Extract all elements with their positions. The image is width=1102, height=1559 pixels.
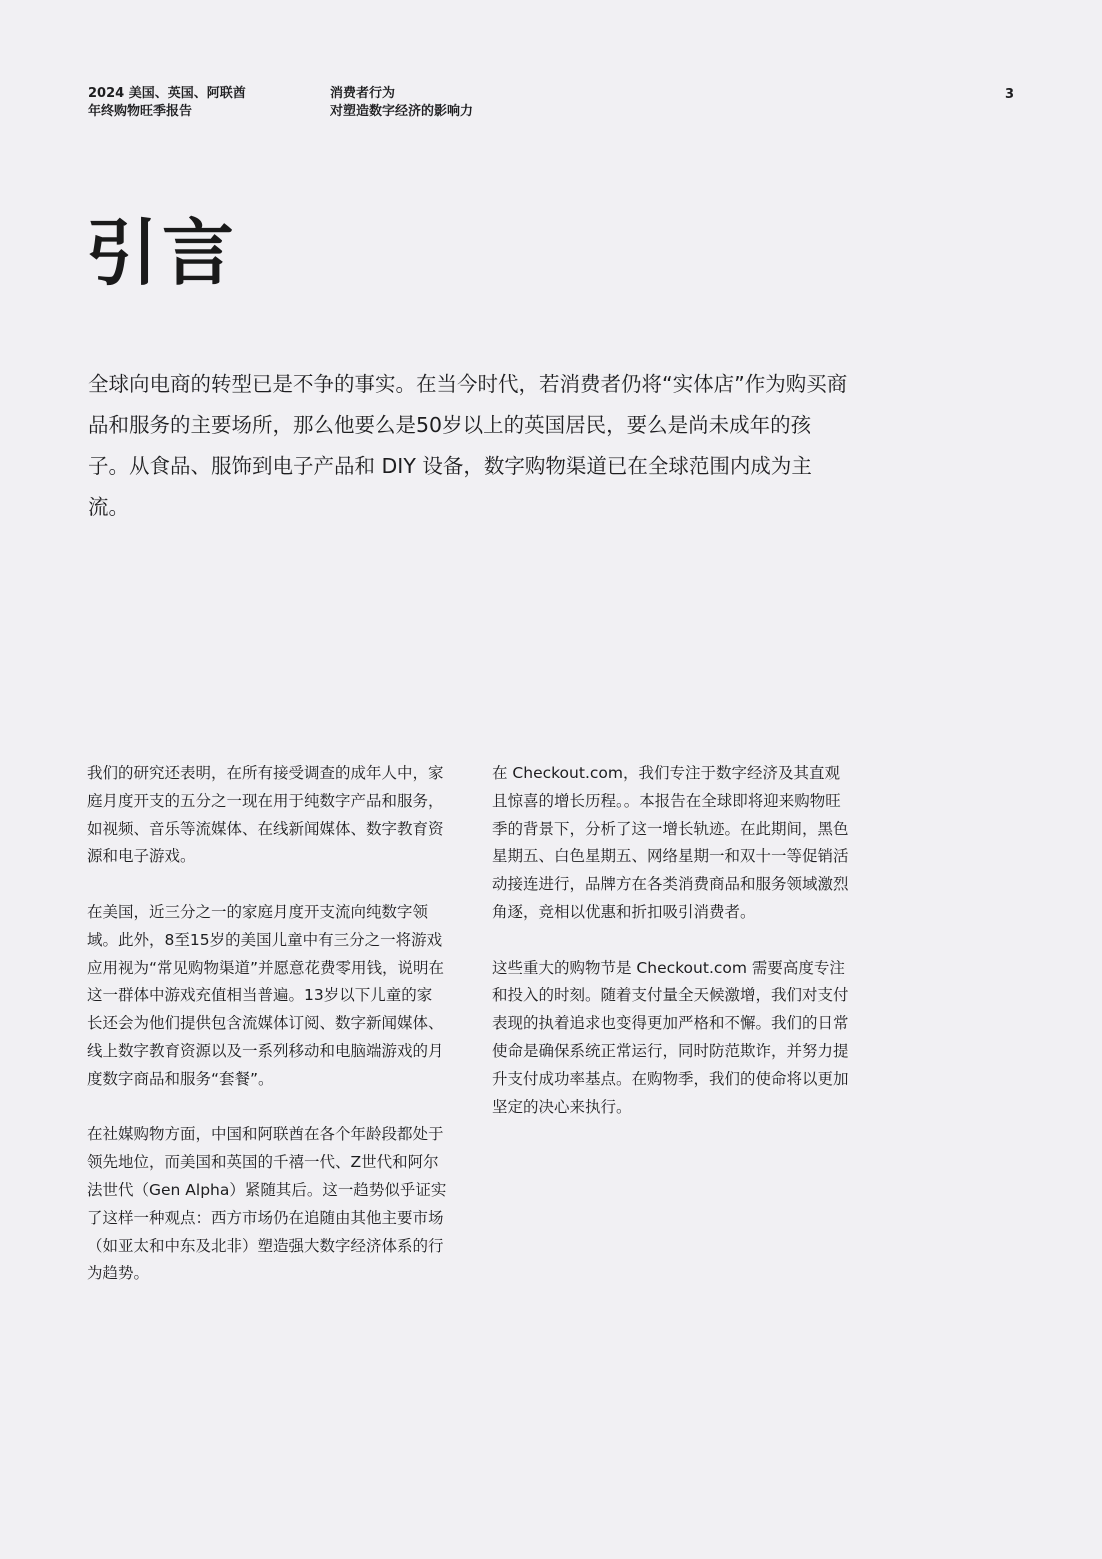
report-title-line: 2024 美国、英国、阿联酋 <box>88 86 246 101</box>
page-number: 3 <box>1004 87 1014 102</box>
report-title <box>88 85 308 121</box>
body-paragraph: 这些重大的购物节是 Checkout.com 需要高度专注和投入的时刻。随着支付量全天候激增，我们对支付表现的执着追求也变得更加严格和不懈。我们的日常使命是确保系统正常运行，同时防范欺诈，并努力提升支付成功率基点。在购物季，我们的使命将以更加坚定的决心来执行。 <box>492 958 849 1116</box>
section-title-line: 消费者行为 <box>330 86 396 101</box>
right-column <box>492 760 852 1149</box>
body-paragraph: 在美国，近三分之一的家庭月度开支流向纯数字领域。此外，8至15岁的美国儿童中有三分之一将游戏应用视为“常见购物渠道”并愿意花费零用钱，说明在这一群体中游戏充值相当普遍。13岁以下儿童的家长还会为他们提供包含流媒体订阅、数字新闻媒体、线上数字教育资源以及一系列移动和电脑端游戏的月度数字商品和服务“套餐”。 <box>87 902 445 1088</box>
body-paragraph: 我们的研究还表明，在所有接受调查的成年人中，家庭月度开支的五分之一现在用于纯数字产品和服务，如视频、音乐等流媒体、在线新闻媒体、数字教育资源和电子游戏。 <box>87 764 444 866</box>
body-paragraph: 在社媒购物方面，中国和阿联酋在各个年龄段都处于领先地位，而美国和英国的千禧一代、Z世代和阿尔法世代（Gen Alpha）紧随其后。这一趋势似乎证实了这样一种观点：西方市场仍在追随由其他主要市场（如亚太和中东及北非）塑造强大数字经济体系的行为趋势。 <box>87 1125 447 1283</box>
body-paragraph: 在 Checkout.com，我们专注于数字经济及其直观且惊喜的增长历程。。本报告在全球即将迎来购物旺季的背景下，分析了这一增长轨迹。在此期间，黑色星期五、白色星期五、网络星期一和双十一等促销活动接连进行，品牌方在各类消费商品和服务领域激烈角逐，竞相以优惠和折扣吸引消费者。 <box>492 764 849 921</box>
left-column <box>87 760 447 1316</box>
report-title-line: 年终购物旺季报告 <box>88 104 193 119</box>
intro-paragraph: 全球向电商的转型已是不争的事实。在当今时代，若消费者仍将“实体店”作为购买商品和服务的主要场所，那么他要么是50岁以上的英国居民，要么是尚未成年的孩子。从食品、服饰到电子产品和 DIY 设备，数字购物渠道已在全球范围内成为主流。 <box>88 372 848 519</box>
section-title <box>330 85 570 121</box>
section-title-line: 对塑造数字经济的影响力 <box>330 104 474 119</box>
page-title: 引言 <box>86 211 239 295</box>
